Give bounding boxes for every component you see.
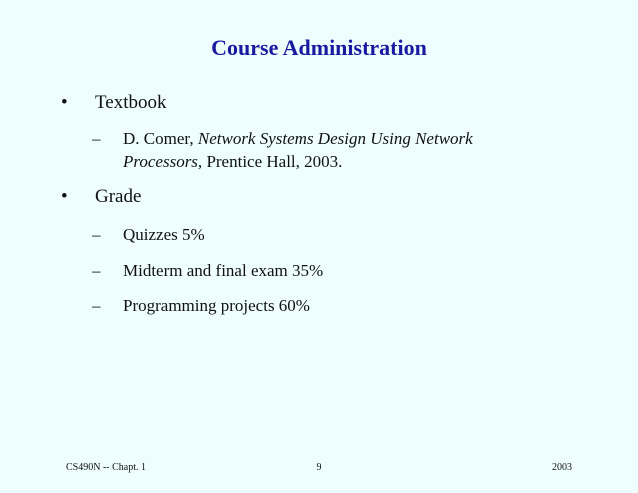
book-title-part-2: Processors, [123, 152, 203, 171]
sub-item-label: Programming projects 60% [123, 296, 310, 315]
dash-icon: – [92, 261, 101, 280]
reference-line-1 [123, 127, 473, 150]
bullet-icon: • [61, 186, 68, 207]
footer-page-number: 9 [316, 462, 322, 473]
bullet-label: Grade [95, 186, 142, 207]
slide-title: Course Administration [211, 35, 427, 60]
sub-item-label: Quizzes 5% [123, 225, 205, 244]
author: D. Comer, [123, 129, 198, 148]
reference-line-2 [123, 150, 342, 173]
bullet-icon: • [61, 92, 68, 113]
publisher: Prentice Hall, 2003. [202, 152, 343, 171]
dash-icon: – [92, 225, 101, 244]
dash-icon: – [92, 296, 101, 315]
book-title-part-1: Network Systems Design Using Network [197, 129, 473, 148]
dash-icon: – [92, 129, 101, 148]
footer-year: 2003 [552, 462, 572, 473]
bullet-label: Textbook [95, 92, 167, 113]
footer-course-chapter: CS490N -- Chapt. 1 [66, 462, 146, 473]
sub-item-label: Midterm and final exam 35% [123, 261, 324, 280]
